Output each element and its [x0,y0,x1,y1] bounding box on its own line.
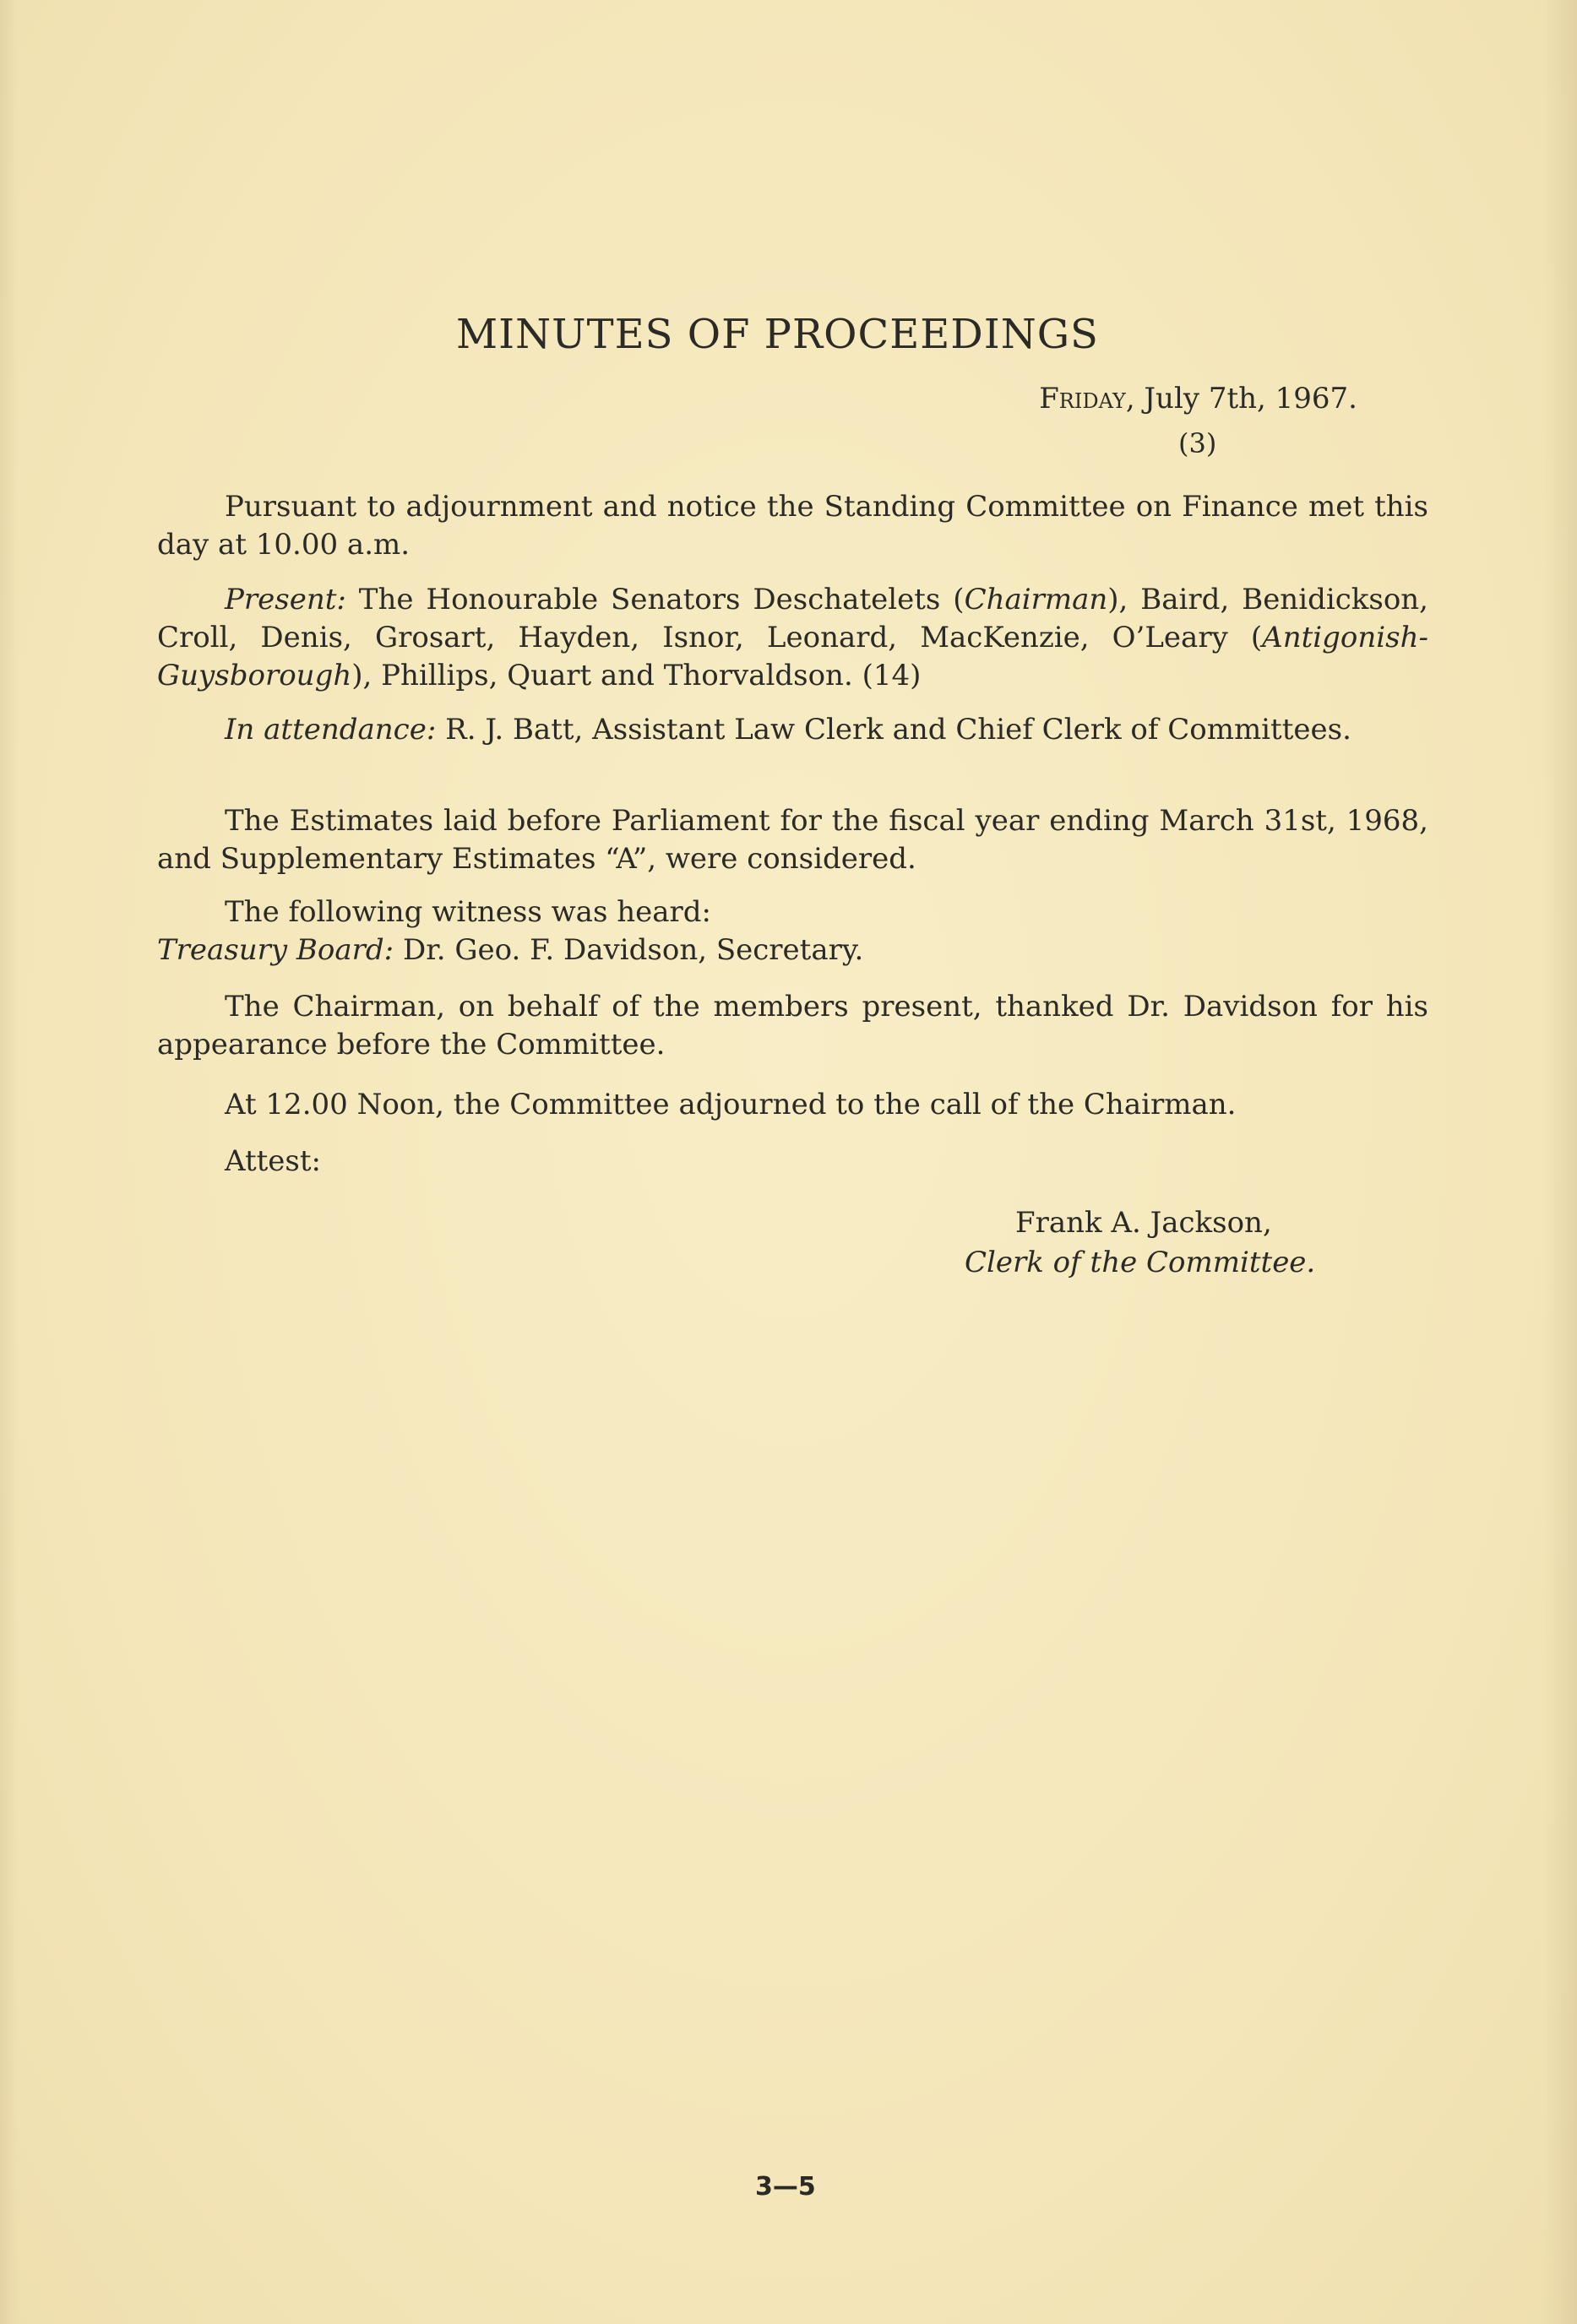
paragraph-adjourned: At 12.00 Noon, the Committee adjourned to the call of the Chairman. [225,1088,1237,1121]
present-text-b: ), Baird, Benidickson, Croll, Denis, Grosart, Hayden, Isnor, Leonard, MacKenzie, O’Leary ( [157,583,1428,654]
paragraph-witness [157,931,1428,969]
present-text-c: ), Phillips, Quart and Thorvaldson. (14) [351,659,922,692]
witness-organization: Treasury Board: [157,933,394,967]
sitting-number: (3) [1178,427,1217,459]
paragraph-estimates: The Estimates laid before Parliament for the fiscal year ending March 31st, 1968, and Supplementary Estimates “A”, were considered. [157,804,1428,876]
paragraph-attendance [157,711,1428,749]
meeting-date [1039,382,1357,415]
paragraph-witness-heard: The following witness was heard: [225,895,711,929]
paragraph-present [157,581,1428,695]
present-text-a: The Honourable Senators Deschatelets ( [345,583,965,616]
paragraph-adjournment: Pursuant to adjournment and notice the Standing Committee on Finance met this day at 10.00 a.m. [157,490,1428,562]
attendance-text: R. J. Batt, Assistant Law Clerk and Chief Clerk of Committees. [436,713,1351,747]
present-chairman: Chairman [964,583,1108,616]
present-riding: Antigonish-Guysborough [157,621,1428,692]
witness-name: Dr. Geo. F. Davidson, Secretary. [394,933,864,967]
attendance-label: In attendance: [225,713,437,747]
page-number: 3—5 [755,2172,816,2202]
signature-title: Clerk of the Committee. [965,1246,1316,1279]
meeting-date-text: , July 7th, 1967. [1125,382,1357,415]
page-right-shadow [1543,0,1577,2324]
page-left-shadow [0,0,19,2324]
signature-name: Frank A. Jackson, [1015,1206,1272,1240]
present-label: Present: [225,583,346,616]
paragraph-attest: Attest: [225,1144,321,1178]
meeting-day: Friday [1039,382,1126,415]
page-title: MINUTES OF PROCEEDINGS [456,311,1099,358]
paragraph-thanks: The Chairman, on behalf of the members present, thanked Dr. Davidson for his appearance before the Committee. [157,990,1428,1062]
